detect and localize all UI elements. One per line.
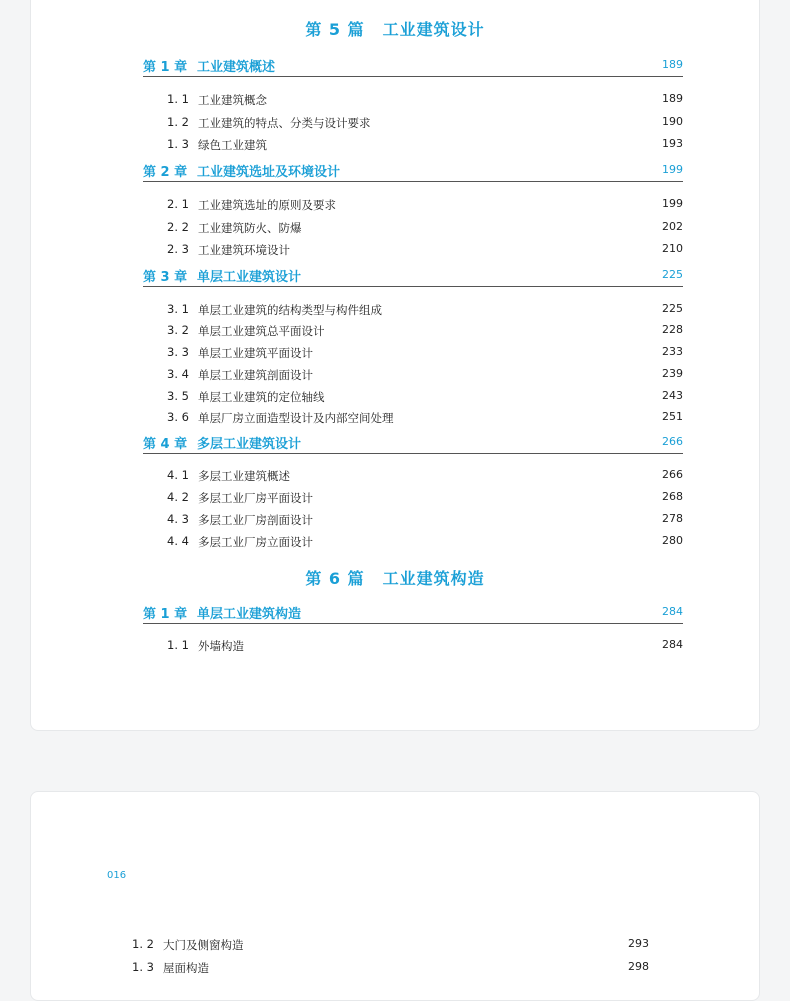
toc-entry[interactable] <box>167 410 683 428</box>
section-title: 工业建筑的特点、分类与设计要求 <box>198 116 371 130</box>
section-title: 多层工业厂房平面设计 <box>198 491 313 505</box>
toc-entry[interactable] <box>167 302 683 320</box>
section-number: 3. 5 <box>167 389 189 403</box>
section-number: 1. 3 <box>167 137 189 151</box>
part-6-title: 工业建筑构造 <box>382 569 485 588</box>
section-title: 多层工业厂房立面设计 <box>198 535 313 549</box>
section-page: 251 <box>662 410 683 423</box>
chapter-number: 第 2 章 <box>143 165 188 180</box>
chapter-title: 多层工业建筑设计 <box>197 437 302 452</box>
section-title: 屋面构造 <box>163 961 209 975</box>
section-title: 单层工业建筑总平面设计 <box>198 324 325 338</box>
section-page: 199 <box>662 197 683 210</box>
section-number: 1. 2 <box>132 937 154 951</box>
toc-entry[interactable] <box>167 115 683 133</box>
toc-entry[interactable] <box>167 323 683 341</box>
chapter-page: 199 <box>662 163 683 176</box>
toc-entry[interactable] <box>167 512 683 530</box>
section-title: 多层工业建筑概述 <box>198 469 290 483</box>
section-number: 3. 6 <box>167 410 189 424</box>
toc-entry[interactable] <box>167 197 683 215</box>
chapter-4-heading[interactable] <box>143 431 683 454</box>
chapter-number: 第 3 章 <box>143 270 188 285</box>
chapter-page: 266 <box>662 435 683 448</box>
section-page: 190 <box>662 115 683 128</box>
section-page: 233 <box>662 345 683 358</box>
section-number: 3. 3 <box>167 345 189 359</box>
section-number: 1. 2 <box>167 115 189 129</box>
toc-entry[interactable] <box>167 220 683 238</box>
toc-entry[interactable] <box>167 534 683 552</box>
section-number: 2. 1 <box>167 197 189 211</box>
chapter-page: 225 <box>662 268 683 281</box>
toc-entry[interactable] <box>132 937 649 955</box>
toc-entry[interactable] <box>167 367 683 385</box>
chapter-number: 第 1 章 <box>143 60 188 75</box>
section-page: 225 <box>662 302 683 315</box>
section-title: 工业建筑概念 <box>198 93 267 107</box>
section-title: 单层工业建筑的定位轴线 <box>198 390 325 404</box>
chapter-page: 284 <box>662 605 683 618</box>
chapter-2-heading[interactable] <box>143 159 683 182</box>
toc-entry[interactable] <box>167 638 683 656</box>
section-page: 243 <box>662 389 683 402</box>
toc-page-bottom <box>30 791 760 1001</box>
section-title: 多层工业厂房剖面设计 <box>198 513 313 527</box>
section-page: 268 <box>662 490 683 503</box>
toc-entry[interactable] <box>167 137 683 155</box>
toc-entry[interactable] <box>167 345 683 363</box>
section-title: 工业建筑防火、防爆 <box>198 221 302 235</box>
part-6-heading <box>31 566 759 589</box>
part-5-title: 工业建筑设计 <box>382 20 485 39</box>
section-title: 绿色工业建筑 <box>198 138 267 152</box>
toc-entry[interactable] <box>167 490 683 508</box>
section-number: 3. 1 <box>167 302 189 316</box>
section-number: 1. 1 <box>167 638 189 652</box>
section-page: 280 <box>662 534 683 547</box>
section-title: 单层工业建筑的结构类型与构件组成 <box>198 303 382 317</box>
chapter-number: 第 4 章 <box>143 437 188 452</box>
section-title: 工业建筑环境设计 <box>198 243 290 257</box>
section-title: 外墙构造 <box>198 639 244 653</box>
section-page: 193 <box>662 137 683 150</box>
part-6-chapter-1-heading[interactable] <box>143 601 683 624</box>
part-5-heading <box>31 17 759 40</box>
chapter-title: 工业建筑选址及环境设计 <box>197 165 341 180</box>
section-page: 228 <box>662 323 683 336</box>
section-page: 284 <box>662 638 683 651</box>
chapter-number: 第 1 章 <box>143 607 188 622</box>
section-number: 1. 3 <box>132 960 154 974</box>
toc-entry[interactable] <box>132 960 649 978</box>
section-page: 189 <box>662 92 683 105</box>
page-number: 016 <box>107 870 127 881</box>
section-title: 工业建筑选址的原则及要求 <box>198 198 336 212</box>
section-number: 4. 3 <box>167 512 189 526</box>
toc-entry[interactable] <box>167 389 683 407</box>
section-number: 2. 2 <box>167 220 189 234</box>
section-title: 单层厂房立面造型设计及内部空间处理 <box>198 411 394 425</box>
section-page: 293 <box>628 937 649 950</box>
section-number: 4. 4 <box>167 534 189 548</box>
chapter-1-heading[interactable] <box>143 54 683 77</box>
chapter-title: 单层工业建筑设计 <box>197 270 302 285</box>
section-number: 4. 2 <box>167 490 189 504</box>
section-number: 2. 3 <box>167 242 189 256</box>
section-number: 3. 4 <box>167 367 189 381</box>
part-5-number: 第 5 篇 <box>305 20 365 39</box>
section-title: 单层工业建筑平面设计 <box>198 346 313 360</box>
section-page: 298 <box>628 960 649 973</box>
chapter-title: 单层工业建筑构造 <box>197 607 302 622</box>
section-number: 4. 1 <box>167 468 189 482</box>
chapter-title: 工业建筑概述 <box>197 60 276 75</box>
section-number: 3. 2 <box>167 323 189 337</box>
section-page: 202 <box>662 220 683 233</box>
section-page: 266 <box>662 468 683 481</box>
toc-entry[interactable] <box>167 242 683 260</box>
section-number: 1. 1 <box>167 92 189 106</box>
part-6-number: 第 6 篇 <box>305 569 365 588</box>
chapter-page: 189 <box>662 58 683 71</box>
toc-page-top <box>30 0 760 731</box>
section-title: 大门及侧窗构造 <box>163 938 244 952</box>
section-page: 239 <box>662 367 683 380</box>
toc-entry[interactable] <box>167 92 683 110</box>
section-page: 210 <box>662 242 683 255</box>
chapter-3-heading[interactable] <box>143 264 683 287</box>
toc-entry[interactable] <box>167 468 683 486</box>
section-title: 单层工业建筑剖面设计 <box>198 368 313 382</box>
section-page: 278 <box>662 512 683 525</box>
